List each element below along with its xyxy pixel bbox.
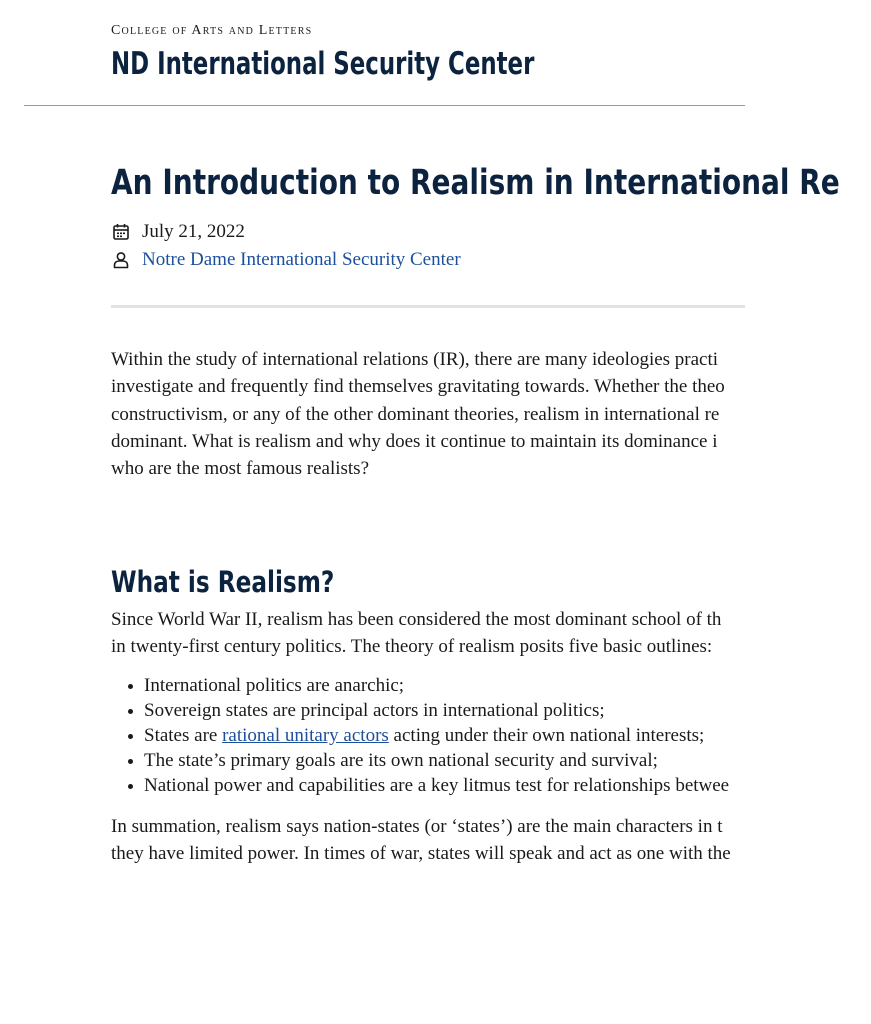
article-header <box>111 160 840 274</box>
bullet-dot <box>128 734 133 739</box>
list-item <box>111 698 871 723</box>
author-link[interactable]: Notre Dame International Security Center <box>142 249 461 270</box>
article-title: An Introduction to Realism in International Re <box>111 163 840 203</box>
intro-line: dominant. What is realism and why does it continue to maintain its dominance i <box>111 430 718 452</box>
rational-unitary-actors-link[interactable]: rational unitary actors <box>222 725 389 746</box>
section-line: Since World War II, realism has been considered the most dominant school of th <box>111 609 722 630</box>
list-item-text: International politics are anarchic; <box>144 674 405 696</box>
list-item-text: National power and capabilities are a key litmus test for relationships betwee <box>144 775 730 797</box>
bullet-dot <box>128 684 133 689</box>
intro-line: Within the study of international relations (IR), there are many ideologies practi <box>111 349 719 370</box>
site-title[interactable]: ND International Security Center <box>111 46 535 82</box>
list-item <box>111 773 871 798</box>
list-item-text-post: acting under their own national interests; <box>388 725 705 746</box>
list-item <box>111 748 871 773</box>
closing-line: In summation, realism says nation-states (or ‘states’) are the main characters in t <box>111 815 723 837</box>
closing-line: they have limited power. In times of war, states will speak and act as one with the <box>111 842 731 864</box>
publish-date: July 21, 2022 <box>142 221 245 242</box>
intro-line: constructivism, or any of the other dominant theories, realism in international re <box>111 403 720 425</box>
bullet-dot <box>128 709 133 714</box>
list-item <box>111 723 871 748</box>
header-divider <box>24 105 745 106</box>
bullet-dot <box>128 784 133 789</box>
article-meta <box>111 218 811 274</box>
list-item <box>111 673 871 698</box>
section-body <box>111 606 871 867</box>
list-item-text-pre: States are <box>144 725 223 746</box>
author-row <box>111 246 811 274</box>
site-header <box>111 22 627 84</box>
section-line: in twenty-first century politics. The theory of realism posits five basic outlines: <box>111 636 713 658</box>
bullet-dot <box>128 759 133 764</box>
date-row <box>111 218 811 246</box>
list-item-text: The state’s primary goals are its own national security and survival; <box>144 750 658 772</box>
user-icon <box>111 250 131 270</box>
article-intro <box>111 346 871 482</box>
list-item-text: Sovereign states are principal actors in international politics; <box>144 699 605 721</box>
section-heading: What is Realism? <box>111 565 335 599</box>
meta-divider <box>111 305 745 308</box>
college-eyebrow[interactable]: College of Arts and Letters <box>111 23 313 38</box>
realism-outline-list <box>111 673 871 799</box>
calendar-icon <box>111 222 131 242</box>
intro-line: investigate and frequently find themselves gravitating towards. Whether the theo <box>111 376 725 398</box>
intro-line: who are the most famous realists? <box>111 458 370 480</box>
